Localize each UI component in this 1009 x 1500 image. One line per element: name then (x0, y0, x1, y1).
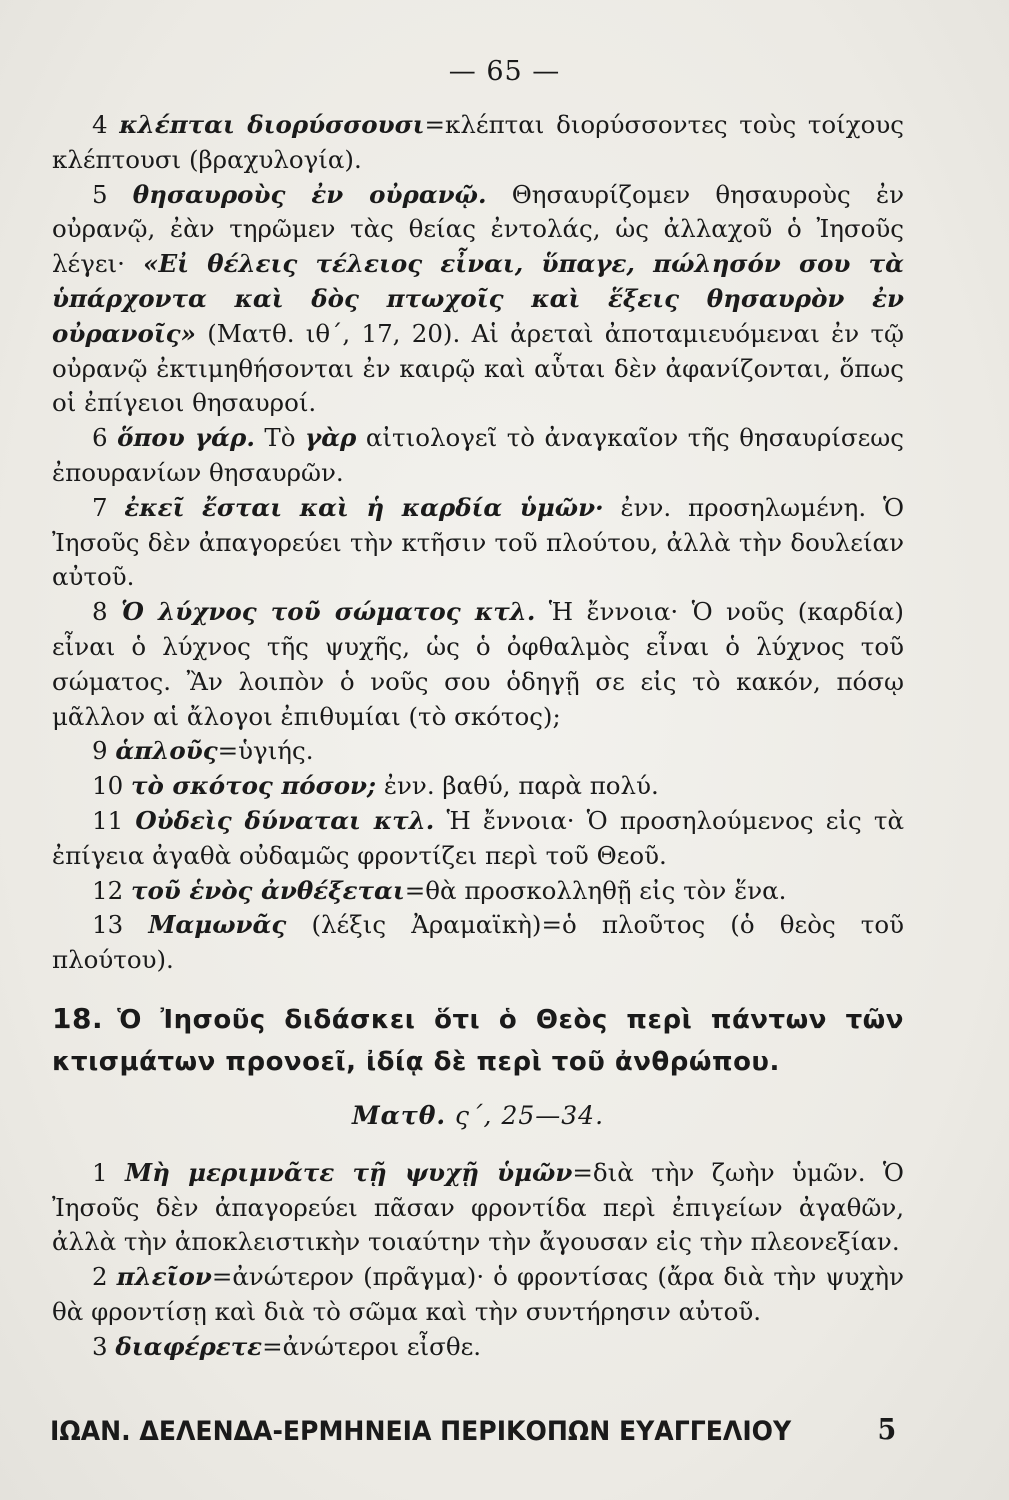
note-headword: Οὐδεὶς δύναται κτλ. (135, 805, 435, 835)
note-8: 8 Ὁ λύχνος τοῦ σώματος κτλ. Ἡ ἔννοια· Ὁ νοῦς (καρδία) εἶναι ὁ λύχνος τῆς ψυχῆς, ὡς ὁ ὀφθαλμὸς εἶναι ὁ λύχνος τοῦ σώματος. Ἂν λοιπὸν ὁ νοῦς σου ὁδηγῇ σε εἰς τὸ κακόν, πόσῳ μᾶλλον αἱ ἄλογοι ἐπιθυμίαι (τὸ σκότος); (52, 597, 904, 731)
quote: «Εἰ θέλεις τέλειος εἶναι, ὕπαγε, πώλησόν σου τὰ ὑπάρχοντα καὶ δὸς πτωχοῖς καὶ ἕξεις θησαυρὸν ἐν οὐρανοῖς» (52, 249, 904, 348)
note-headword: Μαμωνᾶς (148, 910, 287, 940)
note-11: 11 Οὐδεὶς δύναται κτλ. Ἡ ἔννοια· Ὁ προσηλούμενος εἰς τὰ ἐπίγεια ἀγαθὰ οὐδαμῶς φροντίζει περὶ τοῦ Θεοῦ. (52, 805, 904, 870)
note-9: 9 ἁπλοῦς=ὑγιής. (92, 736, 314, 766)
note-10: 10 τὸ σκότος πόσον; ἐνν. βαθύ, παρὰ πολύ. (92, 771, 659, 801)
note-s18-2: 2 πλεῖον=ἀνώτερον (πρᾶγμα)· ὁ φροντίσας (ἄρα διὰ τὴν ψυχὴν θὰ φροντίσῃ καὶ διὰ τὸ σῶμα καὶ τὴν συντήρησιν αὐτοῦ. (52, 1262, 904, 1326)
note-4: 4 κλέπται διορύσσουσι=κλέπται διορύσσοντες τοὺς τοίχους κλέπτουσι (βραχυλογία). (52, 110, 904, 174)
note-headword: τὸ σκότος πόσον; (130, 771, 377, 801)
section-heading (52, 998, 904, 1083)
page-number: — 65 — (448, 56, 561, 87)
note-13: 13 Μαμωνᾶς (λέξις Ἀραμαϊκὴ)=ὁ πλοῦτος (ὁ θεὸς τοῦ πλούτου). (52, 910, 904, 975)
page-body (52, 108, 904, 1365)
note-headword: Μὴ μεριμνᾶτε τῇ ψυχῇ ὑμῶν (125, 1157, 573, 1187)
note-headword: διαφέρετε (115, 1331, 263, 1361)
note-12: 12 τοῦ ἑνὸς ἀνθέξεται=θὰ προσκολληθῇ εἰς τὸν ἕνα. (92, 875, 787, 905)
note-7: 7 ἐκεῖ ἔσται καὶ ἡ καρδία ὑμῶν· ἐνν. προσηλωμένη. Ὁ Ἰησοῦς δὲν ἀπαγορεύει τὴν κτῆσιν τοῦ πλούτου, ἀλλὰ τὴν δουλείαν αὐτοῦ. (52, 492, 904, 592)
footer-title: ΙΩΑΝ. ΔΕΛΕΝΔΑ-ΕΡΜΗΝΕΙΑ ΠΕΡΙΚΟΠΩΝ ΕΥΑΓΓΕΛΙΟΥ (50, 1416, 792, 1447)
note-s18-1: 1 Μὴ μεριμνᾶτε τῇ ψυχῇ ὑμῶν=διὰ τὴν ζωὴν ὑμῶν. Ὁ Ἰησοῦς δὲν ἀπαγορεύει πᾶσαν φροντίδα περὶ ἐπιγείων ἀγαθῶν, ἀλλὰ τὴν ἀποκλειστικὴν τοιαύτην τὴν ἄγουσαν εἰς τὴν πλεονεξίαν. (52, 1157, 904, 1257)
note-6: 6 ὅπου γάρ. Τὸ γὰρ αἰτιολογεῖ τὸ ἀναγκαῖον τῆς θησαυρίσεως ἐπουρανίων θησαυρῶν. (52, 423, 904, 487)
note-headword: ὅπου γάρ. (117, 423, 255, 453)
note-headword: τοῦ ἑνὸς ἀνθέξεται (130, 875, 405, 905)
scripture-reference: Ματθ. ς΄, 25—34. (351, 1100, 605, 1130)
note-headword: κλέπται διορύσσουσι (119, 110, 425, 139)
page-footer (50, 1412, 897, 1456)
note-headword: ἁπλοῦς (115, 736, 218, 766)
note-5: 5 θησαυροὺς ἐν οὐρανῷ. Θησαυρίζομεν θησαυροὺς ἐν οὐρανῷ, ἐὰν τηρῶμεν τὰς θείας ἐντολάς, ὡς ἀλλαχοῦ ὁ Ἰησοῦς λέγει· «Εἰ θέλεις τέλειος εἶναι, ὕπαγε, πώλησόν σου τὰ ὑπάρχοντα καὶ δὸς πτωχοῖς καὶ ἕξεις θησαυρὸν ἐν οὐρανοῖς» (Ματθ. ιθ΄, 17, 20). Αἱ ἀρεταὶ ἀποταμιευόμεναι ἐν τῷ οὐρανῷ ἐκτιμηθήσονται ἐν καιρῷ καὶ αὗται δὲν ἀφανίζονται, ὅπως οἱ ἐπίγειοι θησαυροί. (52, 179, 904, 418)
section-title: Ὁ Ἰησοῦς διδάσκει ὅτι ὁ Θεὸς περὶ πάντων τῶν κτισμάτων προνοεῖ, ἰδίᾳ δὲ περὶ τοῦ ἀνθρώπου. (52, 1004, 904, 1077)
signature-mark: 5 (877, 1412, 897, 1446)
note-headword: Ὁ λύχνος τοῦ σώματος κτλ. (121, 597, 536, 627)
note-s18-3: 3 διαφέρετε=ἀνώτεροι εἶσθε. (92, 1331, 482, 1361)
note-headword: πλεῖον (116, 1262, 212, 1292)
section-number: 18. (52, 1001, 104, 1035)
note-headword: ἐκεῖ ἔσται καὶ ἡ καρδία ὑμῶν· (124, 492, 604, 522)
note-headword: θησαυροὺς ἐν οὐρανῷ. (132, 179, 487, 209)
